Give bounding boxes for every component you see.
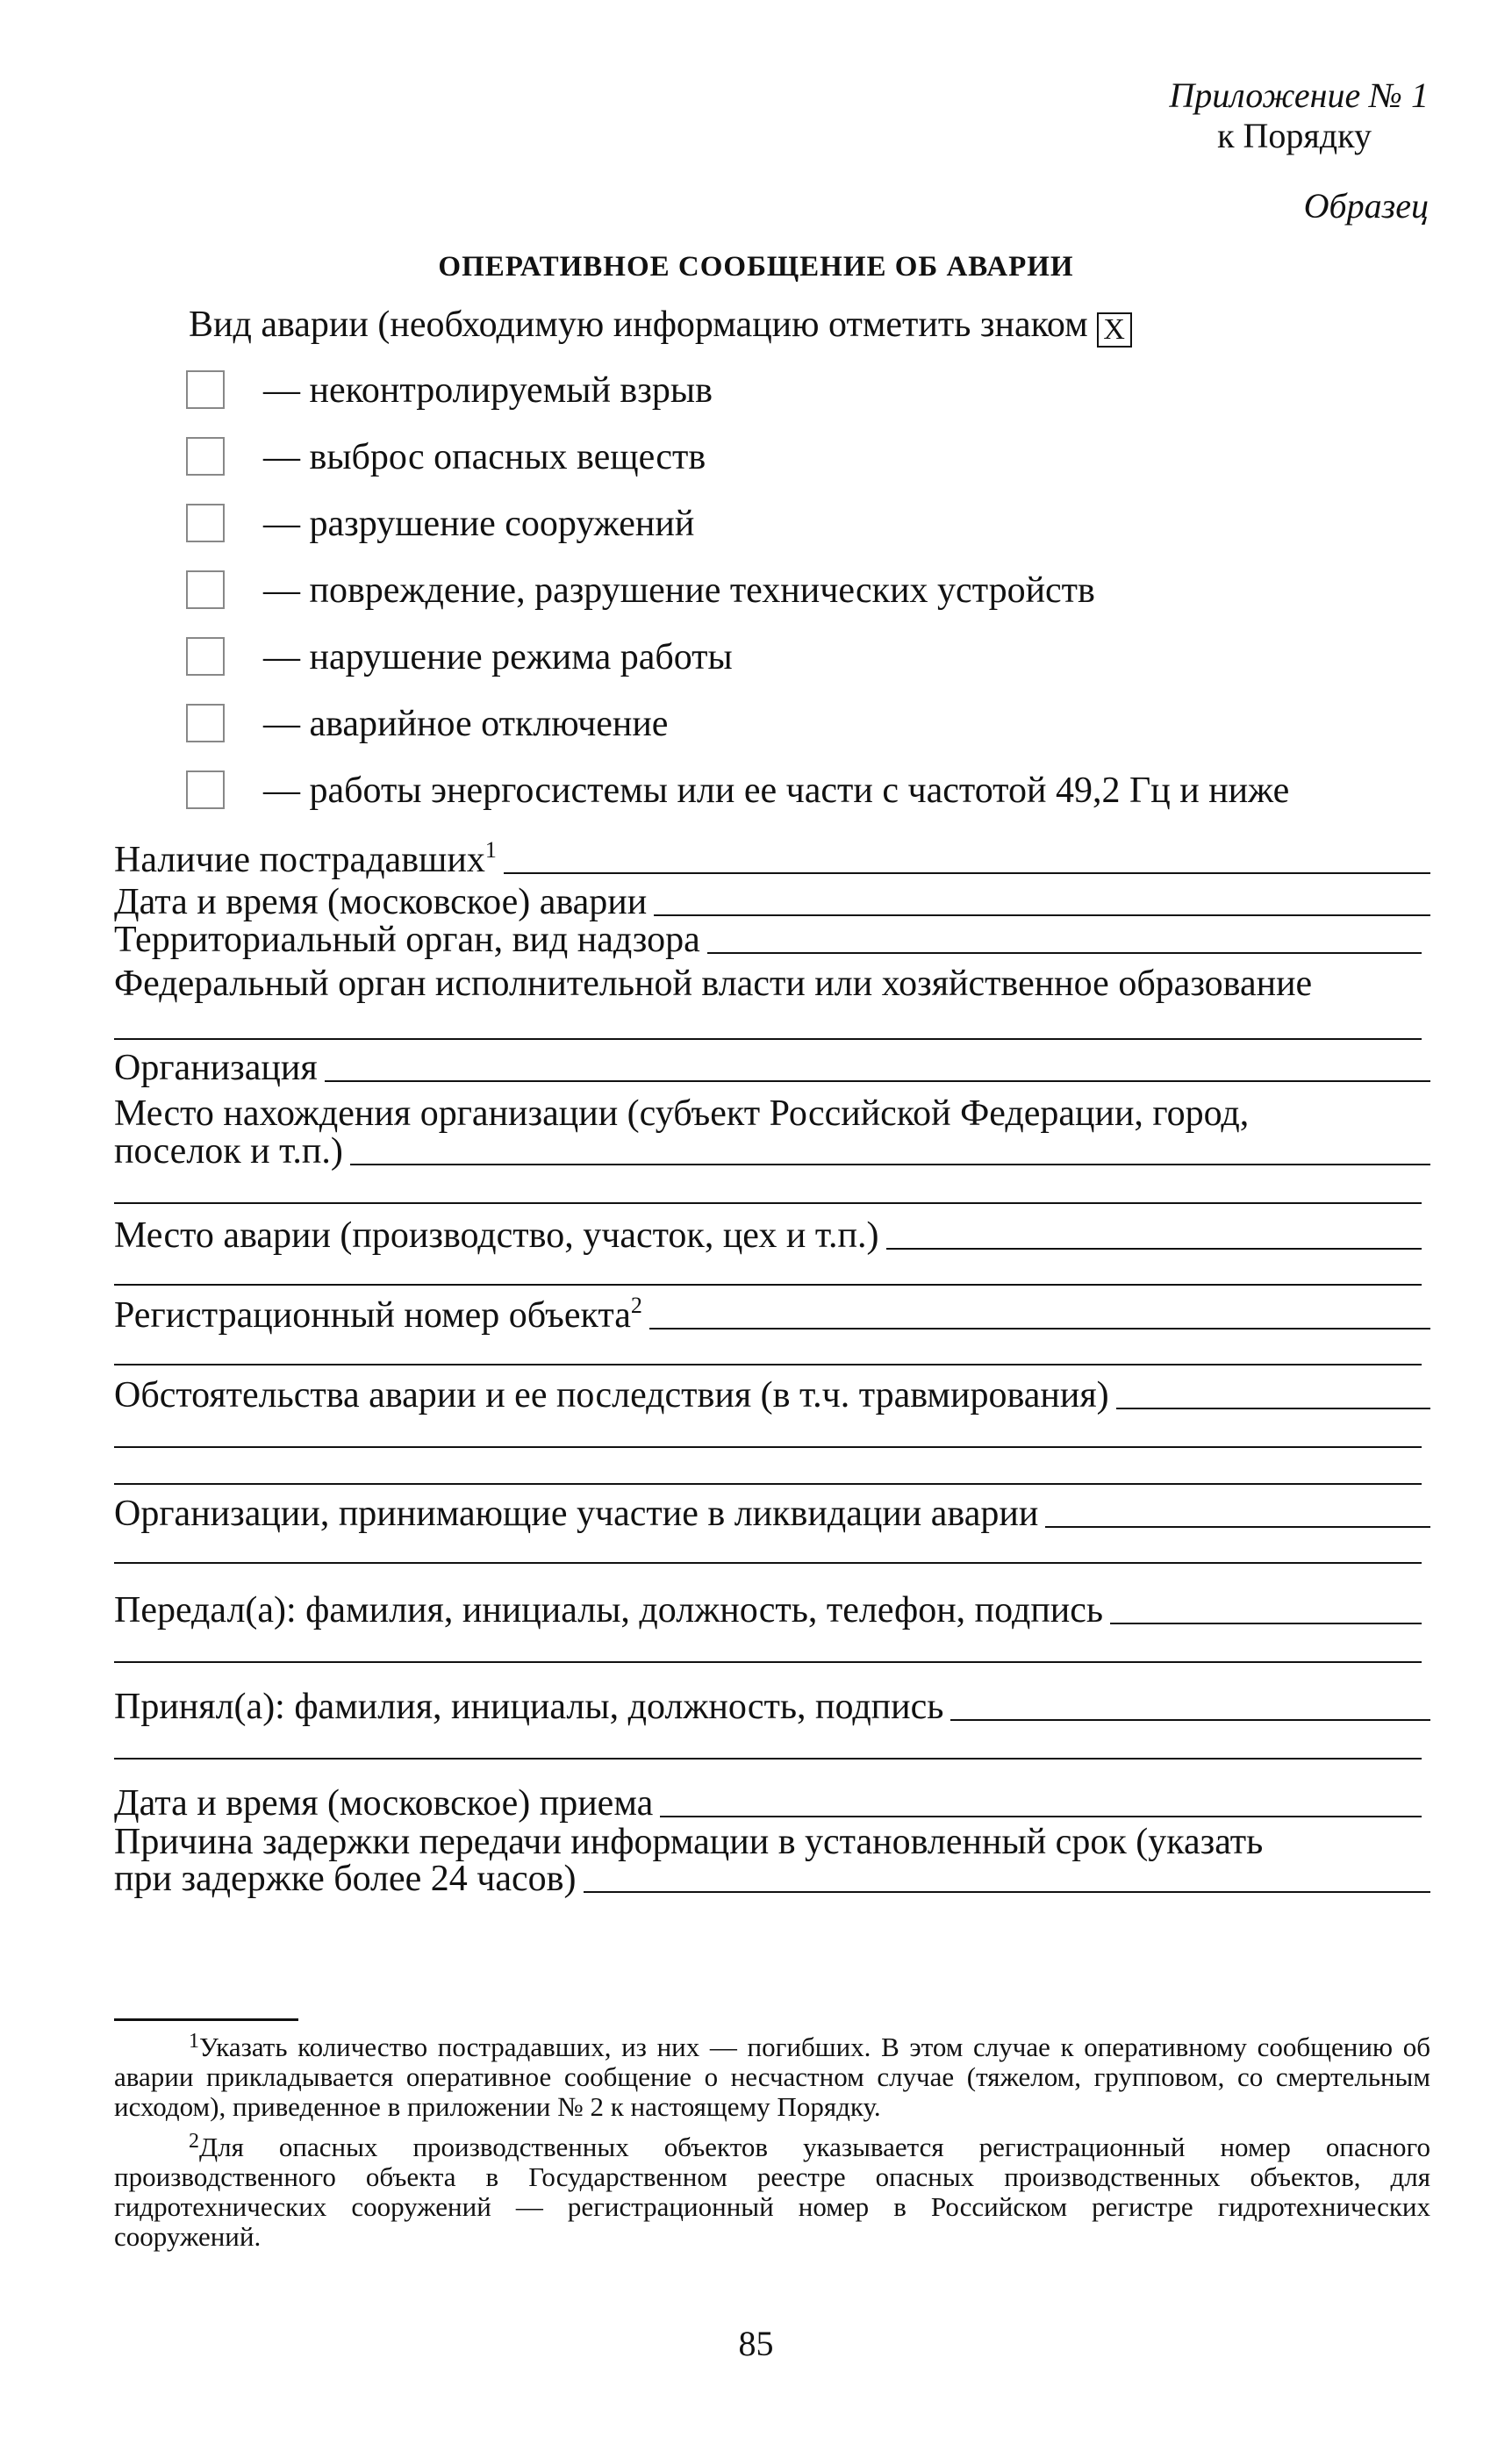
checkbox[interactable] xyxy=(186,704,225,742)
org-location-line[interactable] xyxy=(114,1202,1422,1204)
received-by-line[interactable] xyxy=(114,1758,1422,1760)
checkbox[interactable] xyxy=(186,770,225,809)
liquidation-orgs-line[interactable] xyxy=(114,1562,1422,1564)
liquidation-orgs-field[interactable] xyxy=(114,1492,1430,1536)
footnote-separator xyxy=(114,2018,298,2021)
field-label: Федеральный орган исполнительной власти или хозяйственное образование xyxy=(114,964,1313,1004)
form-title: ОПЕРАТИВНОЕ СООБЩЕНИЕ ОБ АВАРИИ xyxy=(438,251,1074,283)
received-datetime-field[interactable] xyxy=(114,1781,1422,1825)
reg-number-field[interactable] xyxy=(114,1294,1430,1337)
option-explosion xyxy=(186,369,713,412)
option-label: — разрушение сооружений xyxy=(263,504,695,544)
checkbox[interactable] xyxy=(186,504,225,542)
field-label: Обстоятельства аварии и ее последствия (в т.ч. травмирования) xyxy=(114,1375,1109,1416)
field-label: Организация xyxy=(114,1048,318,1088)
accident-place-field[interactable] xyxy=(114,1214,1422,1258)
delay-reason-field[interactable] xyxy=(114,1857,1430,1901)
reg-number-line[interactable] xyxy=(114,1364,1422,1365)
option-label: — работы энергосистемы или ее части с частотой 49,2 Гц и ниже xyxy=(263,770,1290,811)
intro-line xyxy=(189,303,1132,348)
federal-body-label xyxy=(114,962,1430,1006)
territorial-body-field[interactable] xyxy=(114,918,1422,962)
field-label: Причина задержки передачи информации в установленный срок (указать xyxy=(114,1822,1264,1862)
option-release xyxy=(186,435,706,479)
option-label: — нарушение режима работы xyxy=(263,637,733,677)
checkbox[interactable] xyxy=(186,637,225,676)
federal-body-line[interactable] xyxy=(114,1038,1422,1040)
option-emergency-shutdown xyxy=(186,702,668,746)
circumstances-field[interactable] xyxy=(114,1373,1430,1417)
checkbox[interactable] xyxy=(186,370,225,409)
field-label: Место нахождения организации (субъект Российской Федерации, город, xyxy=(114,1093,1250,1134)
appendix-label: Приложение № 1 xyxy=(1169,75,1429,115)
footnote-text: Указать количество пострадавших, из них — погибших. В этом случае к оперативному сообщению об аварии прикладывается оперативное сообщение о несчастном случае (тяжелом, групповом, со смертельным исходом), приведенное в приложении № 2 к настоящему Порядку. xyxy=(114,2032,1430,2122)
footnote-2 xyxy=(114,2132,1430,2252)
field-label: Дата и время (московское) аварии xyxy=(114,882,648,922)
transmitted-by-field[interactable] xyxy=(114,1588,1422,1632)
field-label: Территориальный орган, вид надзора xyxy=(114,920,700,960)
checkbox[interactable] xyxy=(186,437,225,476)
circumstances-line-1[interactable] xyxy=(114,1446,1422,1448)
sample-label: Образец xyxy=(1303,186,1429,226)
field-label: при задержке более 24 часов) xyxy=(114,1859,577,1899)
transmitted-by-line[interactable] xyxy=(114,1661,1422,1663)
option-label: — повреждение, разрушение технических устройств xyxy=(263,570,1095,611)
field-label: Передал(а): фамилия, инициалы, должность, телефон, подпись xyxy=(114,1590,1104,1631)
organization-field[interactable] xyxy=(114,1046,1430,1090)
option-label: — выброс опасных веществ xyxy=(263,437,706,477)
field-label: Наличие пострадавших$^1$ xyxy=(114,837,497,880)
footnote-1 xyxy=(114,2032,1430,2122)
victims-field[interactable] xyxy=(114,838,1430,882)
option-frequency xyxy=(186,769,1289,813)
footnote-mark: 1 xyxy=(189,2030,199,2053)
option-mode-violation xyxy=(186,635,733,679)
org-location-field[interactable] xyxy=(114,1129,1430,1173)
option-device-damage xyxy=(186,569,1095,613)
option-structure-collapse xyxy=(186,502,694,546)
intro-text: Вид аварии (необходимую информацию отметить знаком xyxy=(189,305,1088,345)
circumstances-line-2[interactable] xyxy=(114,1483,1422,1485)
footnote-text: Для опасных производственных объектов указывается регистрационный номер опасного производственного объекта в Государственном реестре опасных производственных объектов, для гидротехнических сооружений — регистрационный номер в Российском регистре гидротехнических сооружений. xyxy=(114,2132,1430,2252)
mark-sample-box: X xyxy=(1097,312,1132,348)
checkbox[interactable] xyxy=(186,570,225,609)
option-label: — неконтролируемый взрыв xyxy=(263,370,713,411)
field-label: поселок и т.п.) xyxy=(114,1131,343,1172)
field-label: Место аварии (производство, участок, цех и т.п.) xyxy=(114,1215,879,1256)
option-label: — аварийное отключение xyxy=(263,704,669,744)
page-number: 85 xyxy=(738,2324,774,2363)
field-label: Организации, принимающие участие в ликвидации аварии xyxy=(114,1494,1039,1534)
field-label: Принял(а): фамилия, инициалы, должность, подпись xyxy=(114,1687,944,1727)
footnote-mark: 2 xyxy=(189,2130,199,2153)
field-label: Регистрационный номер объекта$^2$ xyxy=(114,1293,642,1336)
accident-place-line[interactable] xyxy=(114,1284,1422,1286)
order-label: к Порядку xyxy=(1217,116,1372,155)
field-label: Дата и время (московское) приема xyxy=(114,1783,654,1824)
received-by-field[interactable] xyxy=(114,1685,1430,1729)
